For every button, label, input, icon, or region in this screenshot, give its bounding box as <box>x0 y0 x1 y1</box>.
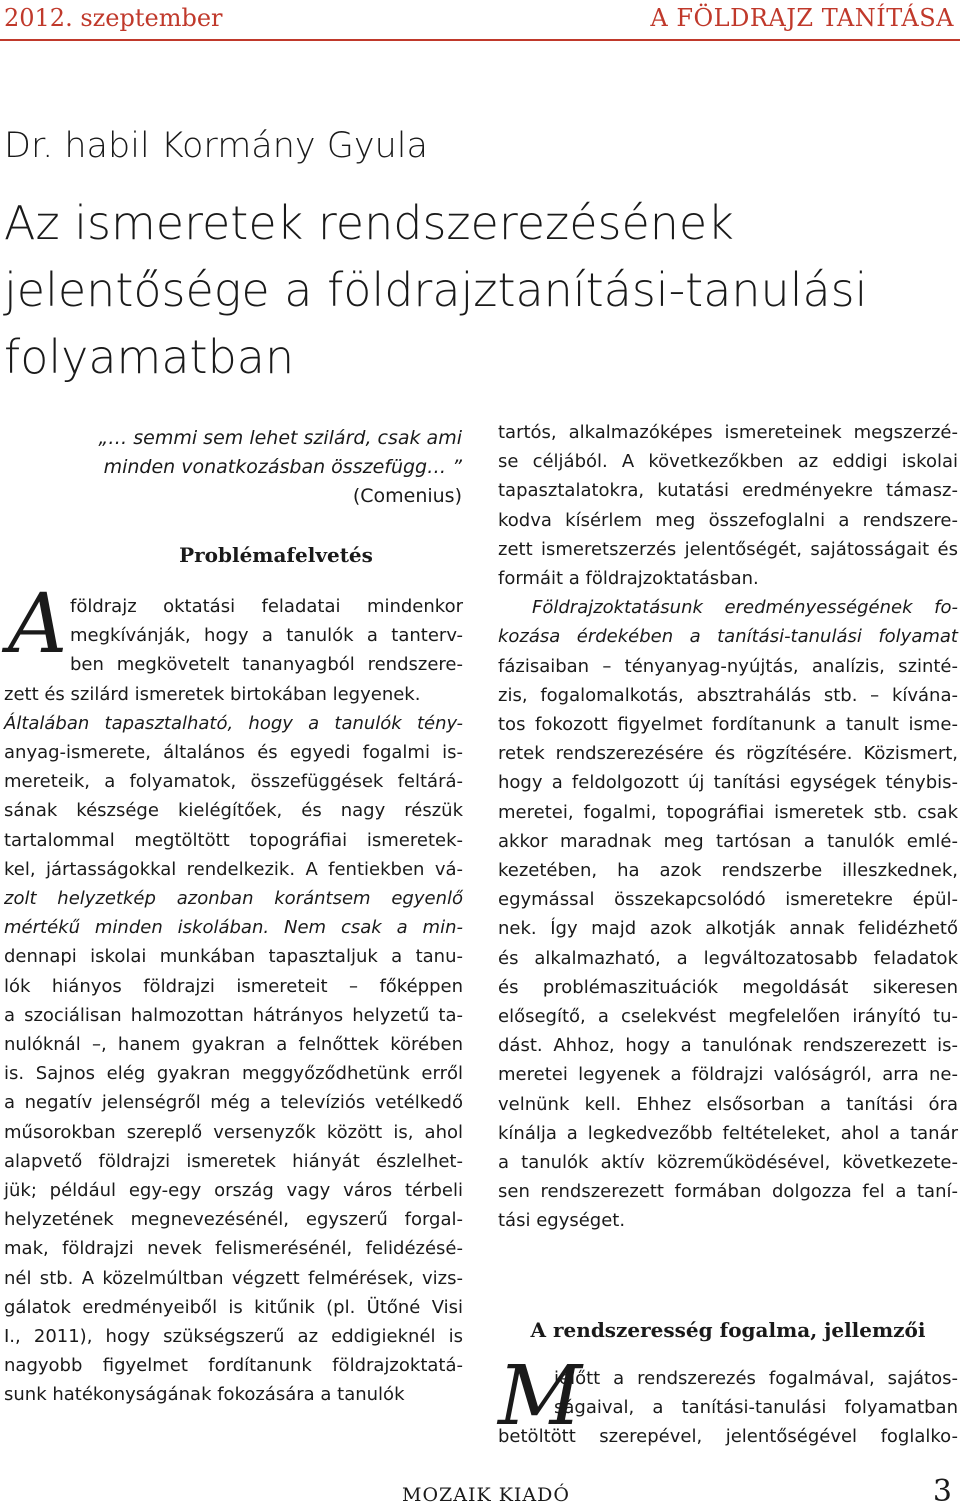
text-line: retek rendszerezésére és rögzítésére. Közismert, <box>498 743 958 765</box>
text-line: dennapi iskolai munkában tapasztaljuk a tanu- <box>4 946 463 968</box>
text-line: meretei legyenek a földrajzi valóságról, arra ne- <box>498 1064 958 1086</box>
motto-line: minden vonatkozásban összefügg… ” <box>103 456 462 478</box>
text-line: nek. Így majd azok alkotják annak felidézhető <box>498 918 958 940</box>
text-line: fázisaiban – tényanyag-nyújtás, analízis, szinté- <box>498 655 958 677</box>
text-line: helyzetének megnevezésénél, egyszerű forgal- <box>4 1209 463 1231</box>
text-line: zett ismeretszerzés jelentőségét, sajátosságait és <box>498 538 958 560</box>
title-line: folyamatban <box>4 330 295 384</box>
text-line: betöltött szerepével, jelentőségével foglalko- <box>498 1426 958 1448</box>
title-line: Az ismeretek rendszerezésének <box>4 196 734 250</box>
text-line: a szociálisan halmozottan hátrányos helyzetű ta- <box>4 1004 463 1026</box>
text-line: lók hiányos földrajzi ismereteit – főképpen <box>4 975 463 997</box>
text-line: sának készsége kielégítőek, és nagy részük <box>4 800 463 822</box>
author: Dr. habil Kormány Gyula <box>4 126 428 166</box>
text-line: a tanulók aktív közreműködésével, következete- <box>498 1152 958 1174</box>
text-line: formáit a földrajzoktatásban. <box>498 568 759 590</box>
text-line: meretei, fogalmi, topográfiai ismeretek stb. csak <box>498 801 958 823</box>
text-line: sen rendszerezett formában dolgozza fel a taní- <box>498 1181 958 1203</box>
section-heading-problem: Problémafelvetés <box>179 543 373 567</box>
text-line: zis, fogalomalkotás, absztrahálás stb. – kívána- <box>498 684 958 706</box>
text-line: tartalommal megtöltött topográfiai ismeretek- <box>4 829 463 851</box>
text-line: földrajz oktatási feladatai mindenkor <box>70 596 463 617</box>
article-title <box>4 190 944 391</box>
text-line: hogy a feldolgozott új tanítási egységek ténybis- <box>498 772 958 794</box>
title-line: jelentősége a földrajztanítási-tanulási <box>4 263 868 317</box>
right-column <box>498 418 958 1236</box>
text-line: nagyobb figyelmet fordítanunk földrajzoktatá- <box>4 1355 463 1377</box>
header-rule <box>0 39 960 41</box>
text-line: mértékű minden iskolában. Nem csak a min- <box>4 917 463 939</box>
text-line: dást. Ahhoz, hogy a tanulónak rendszerezett is- <box>498 1035 958 1057</box>
text-line: alapvető földrajzi ismeretek hiányát észlelhet- <box>4 1150 463 1172</box>
text-line: sunk hatékonyságának fokozására a tanulók <box>4 1384 405 1406</box>
page-number: 3 <box>932 1474 952 1509</box>
text-line: ben megkövetelt tananyagból rendszere- <box>70 654 463 676</box>
text-line: zett és szilárd ismeretek birtokában legyenek. <box>4 683 421 705</box>
text-line: kezetében, ha azok rendszerbe illeszkednek, <box>498 860 958 882</box>
text-line: egymással összekapcsolódó ismeretekre épül- <box>498 889 958 911</box>
text-line: jük; például egy-egy ország vagy város térbeli <box>4 1180 463 1202</box>
left-column <box>4 592 463 1410</box>
text-line: nulóknál –, hanem gyakran a felnőttek körében <box>4 1034 463 1056</box>
section-heading-system: A rendszeresség fogalma, jellemzői <box>530 1318 926 1342</box>
text-line: tási egységet. <box>498 1210 626 1232</box>
motto-source: (Comenius) <box>352 485 462 507</box>
section2-text <box>498 1364 958 1452</box>
publisher: MOZAIK KIADÓ <box>402 1484 570 1506</box>
text-line: is. Sajnos elég gyakran meggyőződhetünk erről <box>4 1063 463 1085</box>
text-line: és alkalmazható, a legváltozatosabb feladatok <box>498 947 958 969</box>
text-line: gálatok eredményeiből is kitűnik (pl. Ütőné Visi <box>4 1296 463 1318</box>
text-line: mak, földrajzi nevek felismerésénél, felidézésé- <box>4 1238 463 1260</box>
text-line: Földrajzoktatásunk eredményességének fo- <box>532 597 958 619</box>
text-line: velnünk kell. Ehhez elsősorban a tanítási óra <box>498 1093 958 1115</box>
dropcap-m: M <box>498 1349 582 1444</box>
text-line: anyag-ismerete, általános és egyedi fogalmi is- <box>4 742 463 764</box>
text-line: zolt helyzetkép azonban korántsem egyenlő <box>4 888 463 910</box>
motto <box>90 424 462 511</box>
dropcap-a: A <box>8 577 68 672</box>
text-line: tapasztalatokra, kutatási eredményekre támasz- <box>498 480 958 502</box>
text-line: kínálja a legkedvezőbb feltételeket, ahol a tanár <box>498 1122 958 1144</box>
text-line: kodva kísérlem meg összefoglalni a rendszere- <box>498 509 958 531</box>
text-line: a negatív jelenségről még a televíziós vetélkedő <box>4 1092 463 1114</box>
motto-line: „… semmi sem lehet szilárd, csak ami <box>98 427 462 449</box>
text-line: mereteik, a folyamatok, összefüggések feltárá- <box>4 771 463 793</box>
text-line: se céljából. A következőkben az eddigi iskolai <box>498 451 958 473</box>
text-line: megkívánják, hogy a tanulók a tanterv- <box>70 625 463 647</box>
text-line: műsorokban szereplő versenyzők között is, ahol <box>4 1121 463 1143</box>
text-line: tartós, alkalmazóképes ismereteinek megszerzé- <box>498 422 958 443</box>
text-line: kozása érdekében a tanítási-tanulási folyamat <box>498 626 958 648</box>
text-line: Általában tapasztalható, hogy a tanulók tény- <box>4 712 463 734</box>
text-line: nél stb. A közelmúltban végzett felmérések, vizs- <box>4 1267 463 1289</box>
header-date: 2012. szeptember <box>4 4 223 32</box>
text-line: I., 2011), hogy szükségszerű az eddigieknél is <box>4 1326 463 1348</box>
text-line: ságaival, a tanítási-tanulási folyamatban <box>554 1397 958 1419</box>
text-line: ielőtt a rendszerezés fogalmával, sajátos- <box>554 1368 958 1389</box>
header-journal: A FÖLDRAJZ TANÍTÁSA <box>650 4 954 32</box>
text-line: akkor maradnak meg tartósan a tanulók emlé- <box>498 830 958 852</box>
text-line: kel, jártasságokkal rendelkezik. A fentiekben vá- <box>4 858 463 880</box>
text-line: és problémaszituációk megoldását sikeresen <box>498 976 958 998</box>
text-line: tos fokozott figyelmet fordítanunk a tanult isme- <box>498 714 958 736</box>
text-line: elősegítő, a cselekvést megfelelően irányító tu- <box>498 1006 958 1028</box>
